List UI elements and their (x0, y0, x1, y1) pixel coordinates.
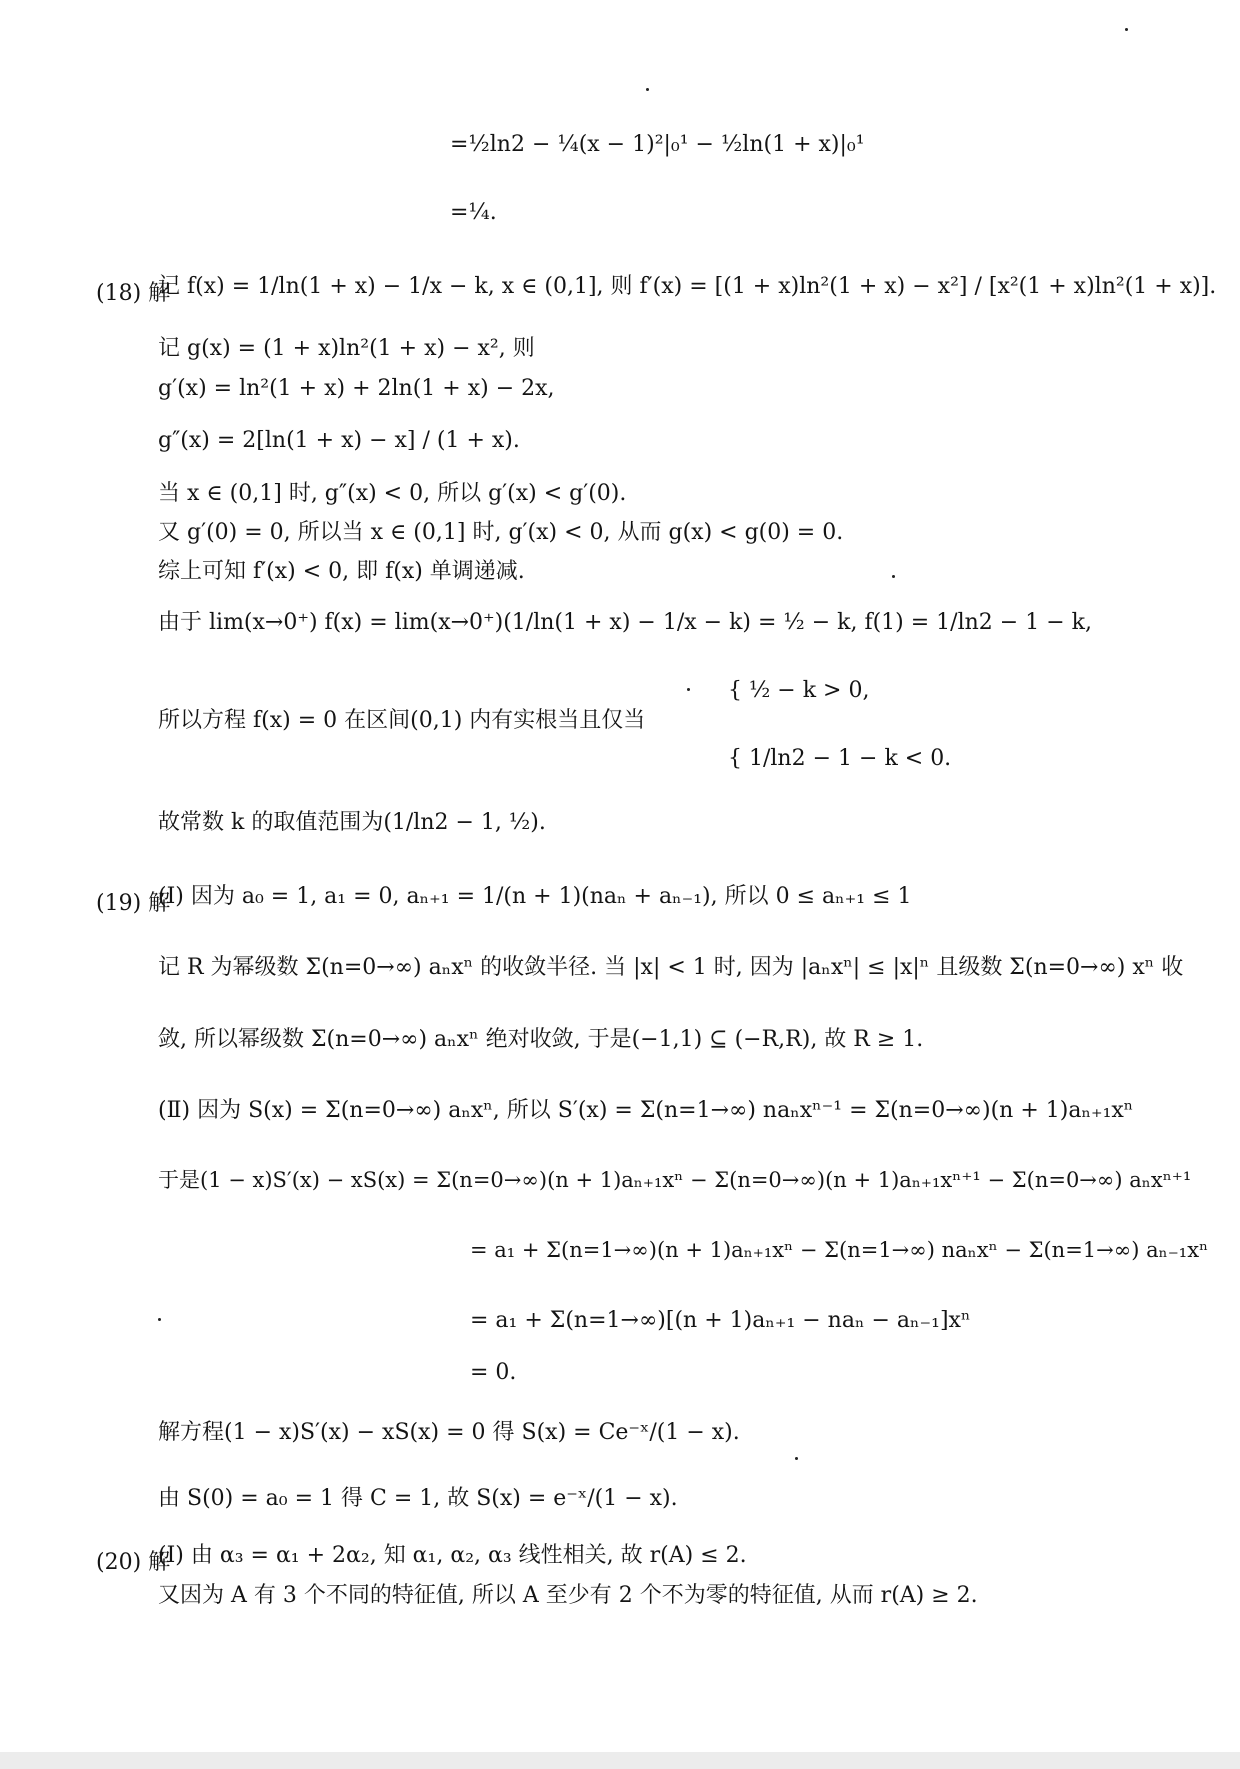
text-line-l15: (Ⅰ) 因为 a₀ = 1, a₁ = 0, aₙ₊₁ = 1/(n + 1)(naₙ + aₙ₋₁), 所以 0 ≤ aₙ₊₁ ≤ 1 (158, 884, 912, 909)
text-line-l13: { 1/ln2 − 1 − k < 0. (728, 746, 952, 771)
text-line-l09: 综上可知 f′(x) < 0, 即 f(x) 单调递减. (158, 559, 525, 584)
text-line-l02: =¼. (450, 200, 497, 225)
text-line-l19: 于是(1 − x)S′(x) − xS(x) = Σ(n=0→∞)(n + 1)aₙ₊₁xⁿ − Σ(n=0→∞)(n + 1)aₙ₊₁xⁿ⁺¹ − Σ(n=0→∞) aₙxⁿ⁺¹ (158, 1168, 1192, 1192)
text-line-l14: 故常数 k 的取值范围为(1/ln2 − 1, ½). (158, 810, 546, 835)
text-line-l08: 又 g′(0) = 0, 所以当 x ∈ (0,1] 时, g′(x) < 0, 从而 g(x) < g(0) = 0. (158, 520, 844, 545)
text-line-l20: = a₁ + Σ(n=1→∞)(n + 1)aₙ₊₁xⁿ − Σ(n=1→∞) naₙxⁿ − Σ(n=1→∞) aₙ₋₁xⁿ (470, 1238, 1209, 1262)
scan-dot (1125, 28, 1128, 31)
question-label-q18: (18) 解 (96, 281, 171, 306)
text-line-l24: 由 S(0) = a₀ = 1 得 C = 1, 故 S(x) = e⁻ˣ/(1 − x). (158, 1486, 678, 1511)
text-line-l04: 记 g(x) = (1 + x)ln²(1 + x) − x², 则 (158, 336, 535, 361)
text-line-l22: = 0. (470, 1360, 517, 1385)
text-line-l10: 由于 lim(x→0⁺) f(x) = lim(x→0⁺)(1/ln(1 + x) − 1/x − k) = ½ − k, f(1) = 1/ln2 − 1 − k, (158, 610, 1092, 635)
text-line-l25: (Ⅰ) 由 α₃ = α₁ + 2α₂, 知 α₁, α₂, α₃ 线性相关, 故 r(A) ≤ 2. (158, 1543, 747, 1568)
text-line-l01: =½ln2 − ¼(x − 1)²|₀¹ − ½ln(1 + x)|₀¹ (450, 132, 865, 157)
scan-dot (687, 688, 690, 691)
text-line-l12: 所以方程 f(x) = 0 在区间(0,1) 内有实根当且仅当 (158, 708, 646, 733)
text-line-l21: = a₁ + Σ(n=1→∞)[(n + 1)aₙ₊₁ − naₙ − aₙ₋₁]xⁿ (470, 1308, 971, 1333)
text-line-l17: 敛, 所以幂级数 Σ(n=0→∞) aₙxⁿ 绝对收敛, 于是(−1,1) ⊆ (−R,R), 故 R ≥ 1. (158, 1027, 924, 1052)
scan-dot (892, 575, 895, 578)
scan-dot (795, 1457, 798, 1460)
question-label-q19: (19) 解 (96, 891, 171, 916)
text-line-l23: 解方程(1 − x)S′(x) − xS(x) = 0 得 S(x) = Ce⁻ˣ/(1 − x). (158, 1420, 740, 1445)
text-line-l07: 当 x ∈ (0,1] 时, g″(x) < 0, 所以 g′(x) < g′(0). (158, 481, 627, 506)
text-line-l11: { ½ − k > 0, (728, 678, 870, 703)
question-label-q20: (20) 解 (96, 1550, 171, 1575)
scan-dot (158, 1318, 161, 1321)
text-line-l06: g″(x) = 2[ln(1 + x) − x] / (1 + x). (158, 428, 520, 453)
text-line-l18: (Ⅱ) 因为 S(x) = Σ(n=0→∞) aₙxⁿ, 所以 S′(x) = Σ(n=1→∞) naₙxⁿ⁻¹ = Σ(n=0→∞)(n + 1)aₙ₊₁xⁿ (158, 1098, 1134, 1123)
text-line-l26: 又因为 A 有 3 个不同的特征值, 所以 A 至少有 2 个不为零的特征值, 从而 r(A) ≥ 2. (158, 1583, 978, 1608)
text-line-l03: 记 f(x) = 1/ln(1 + x) − 1/x − k, x ∈ (0,1], 则 f′(x) = [(1 + x)ln²(1 + x) − x²] / [x²(1 + x)ln²(1 + x)]. (158, 274, 1217, 299)
scan-dot (646, 88, 649, 91)
text-line-l16: 记 R 为幂级数 Σ(n=0→∞) aₙxⁿ 的收敛半径. 当 |x| < 1 时, 因为 |aₙxⁿ| ≤ |x|ⁿ 且级数 Σ(n=0→∞) xⁿ 收 (158, 955, 1184, 980)
text-line-l05: g′(x) = ln²(1 + x) + 2ln(1 + x) − 2x, (158, 376, 555, 401)
scan-bottom-edge (0, 1752, 1240, 1769)
